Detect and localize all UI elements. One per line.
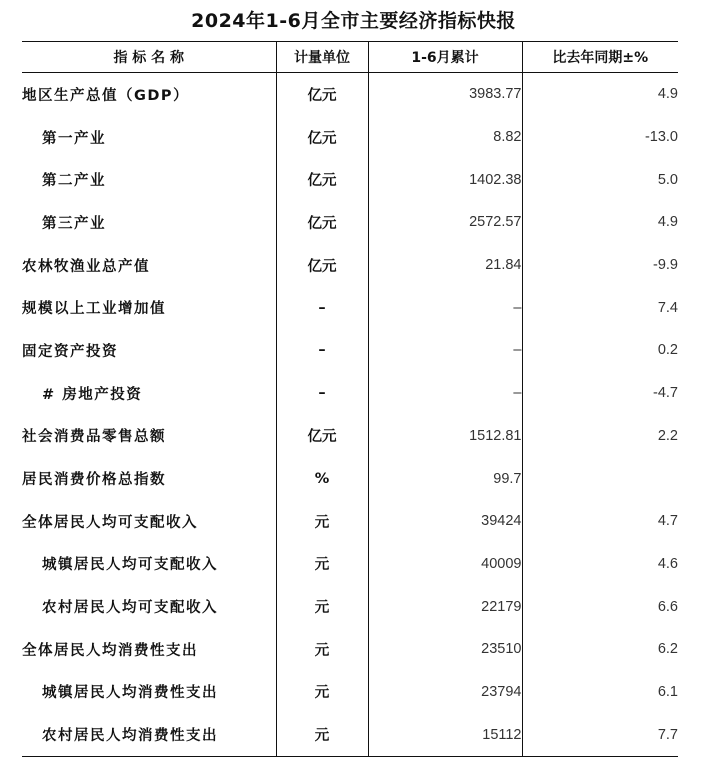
table-row (22, 116, 678, 159)
indicator-name-cell: 城镇居民人均可支配收入 (42, 557, 218, 574)
cumulative-value-cell: – (368, 372, 522, 415)
unit-cell: 元 (276, 585, 368, 628)
header-indicator-name: 指 标 名 称 (22, 42, 276, 73)
yoy-change-cell: 4.7 (522, 500, 678, 543)
header-yoy-change: 比去年同期±% (522, 42, 678, 73)
indicator-name-cell: 农林牧渔业总产值 (22, 258, 150, 275)
indicator-name-cell: 全体居民人均消费性支出 (22, 642, 198, 659)
yoy-change-cell: -13.0 (522, 116, 678, 159)
yoy-change-cell: 6.6 (522, 585, 678, 628)
cumulative-value-cell: 39424 (368, 500, 522, 543)
table-row (22, 329, 678, 372)
table-row (22, 671, 678, 714)
table-row (22, 372, 678, 415)
yoy-change-cell: 4.9 (522, 73, 678, 116)
table-row (22, 457, 678, 500)
indicator-name-cell: 居民消费价格总指数 (22, 472, 166, 489)
unit-cell: 元 (276, 628, 368, 671)
yoy-change-cell: 2.2 (522, 415, 678, 458)
indicator-name-cell: 规模以上工业增加值 (22, 301, 166, 318)
table-row (22, 628, 678, 671)
cumulative-value-cell: 21.84 (368, 244, 522, 287)
unit-cell: – (276, 286, 368, 329)
table-row (22, 713, 678, 756)
header-unit: 计量单位 (276, 42, 368, 73)
unit-cell: 亿元 (276, 201, 368, 244)
indicator-name-cell: 城镇居民人均消费性支出 (42, 685, 218, 702)
table-row (22, 286, 678, 329)
unit-cell: – (276, 329, 368, 372)
unit-cell: 亿元 (276, 116, 368, 159)
indicator-name-cell: 第一产业 (42, 130, 106, 147)
indicator-name-cell: 农村居民人均可支配收入 (42, 600, 218, 617)
yoy-change-cell: 4.9 (522, 201, 678, 244)
table-row (22, 201, 678, 244)
unit-cell: 亿元 (276, 415, 368, 458)
yoy-change-cell: 7.4 (522, 286, 678, 329)
cumulative-value-cell: 3983.77 (368, 73, 522, 116)
table-row (22, 500, 678, 543)
table-row (22, 158, 678, 201)
indicator-name-cell: 第二产业 (42, 173, 106, 190)
table-row (22, 585, 678, 628)
cumulative-value-cell: 22179 (368, 585, 522, 628)
unit-cell: – (276, 372, 368, 415)
indicator-name-cell: 农村居民人均消费性支出 (42, 728, 218, 745)
table-header-row (22, 42, 678, 73)
unit-cell: 元 (276, 500, 368, 543)
table-row (22, 244, 678, 287)
yoy-change-cell: 6.1 (522, 671, 678, 714)
indicator-name-cell: 地区生产总值（GDP） (22, 87, 190, 104)
page-title: 2024年1-6月全市主要经济指标快报 (191, 10, 516, 32)
cumulative-value-cell: 1512.81 (368, 415, 522, 458)
indicator-name-cell: # 房地产投资 (42, 386, 143, 403)
cumulative-value-cell: – (368, 286, 522, 329)
yoy-change-cell: 5.0 (522, 158, 678, 201)
cumulative-value-cell: – (368, 329, 522, 372)
cumulative-value-cell: 40009 (368, 543, 522, 586)
cumulative-value-cell: 23510 (368, 628, 522, 671)
cumulative-value-cell: 23794 (368, 671, 522, 714)
unit-cell: 亿元 (276, 73, 368, 116)
cumulative-value-cell: 1402.38 (368, 158, 522, 201)
indicator-table (22, 41, 678, 757)
unit-cell: 亿元 (276, 158, 368, 201)
table-body (22, 73, 678, 757)
indicator-name-cell: 固定资产投资 (22, 343, 118, 360)
unit-cell: 元 (276, 671, 368, 714)
unit-cell: 亿元 (276, 244, 368, 287)
cumulative-value-cell: 15112 (368, 713, 522, 756)
yoy-change-cell: 7.7 (522, 713, 678, 756)
cumulative-value-cell: 8.82 (368, 116, 522, 159)
yoy-change-cell: 4.6 (522, 543, 678, 586)
indicator-name-cell: 第三产业 (42, 215, 106, 232)
unit-cell: % (276, 457, 368, 500)
unit-cell: 元 (276, 713, 368, 756)
unit-cell: 元 (276, 543, 368, 586)
yoy-change-cell: 0.2 (522, 329, 678, 372)
yoy-change-cell (522, 457, 678, 500)
yoy-change-cell: 6.2 (522, 628, 678, 671)
indicator-name-cell: 社会消费品零售总额 (22, 429, 166, 446)
cumulative-value-cell: 99.7 (368, 457, 522, 500)
table-row (22, 543, 678, 586)
cumulative-value-cell: 2572.57 (368, 201, 522, 244)
table-row (22, 415, 678, 458)
indicator-name-cell: 全体居民人均可支配收入 (22, 514, 198, 531)
header-cumulative: 1-6月累计 (368, 42, 522, 73)
table-row (22, 73, 678, 116)
yoy-change-cell: -4.7 (522, 372, 678, 415)
yoy-change-cell: -9.9 (522, 244, 678, 287)
